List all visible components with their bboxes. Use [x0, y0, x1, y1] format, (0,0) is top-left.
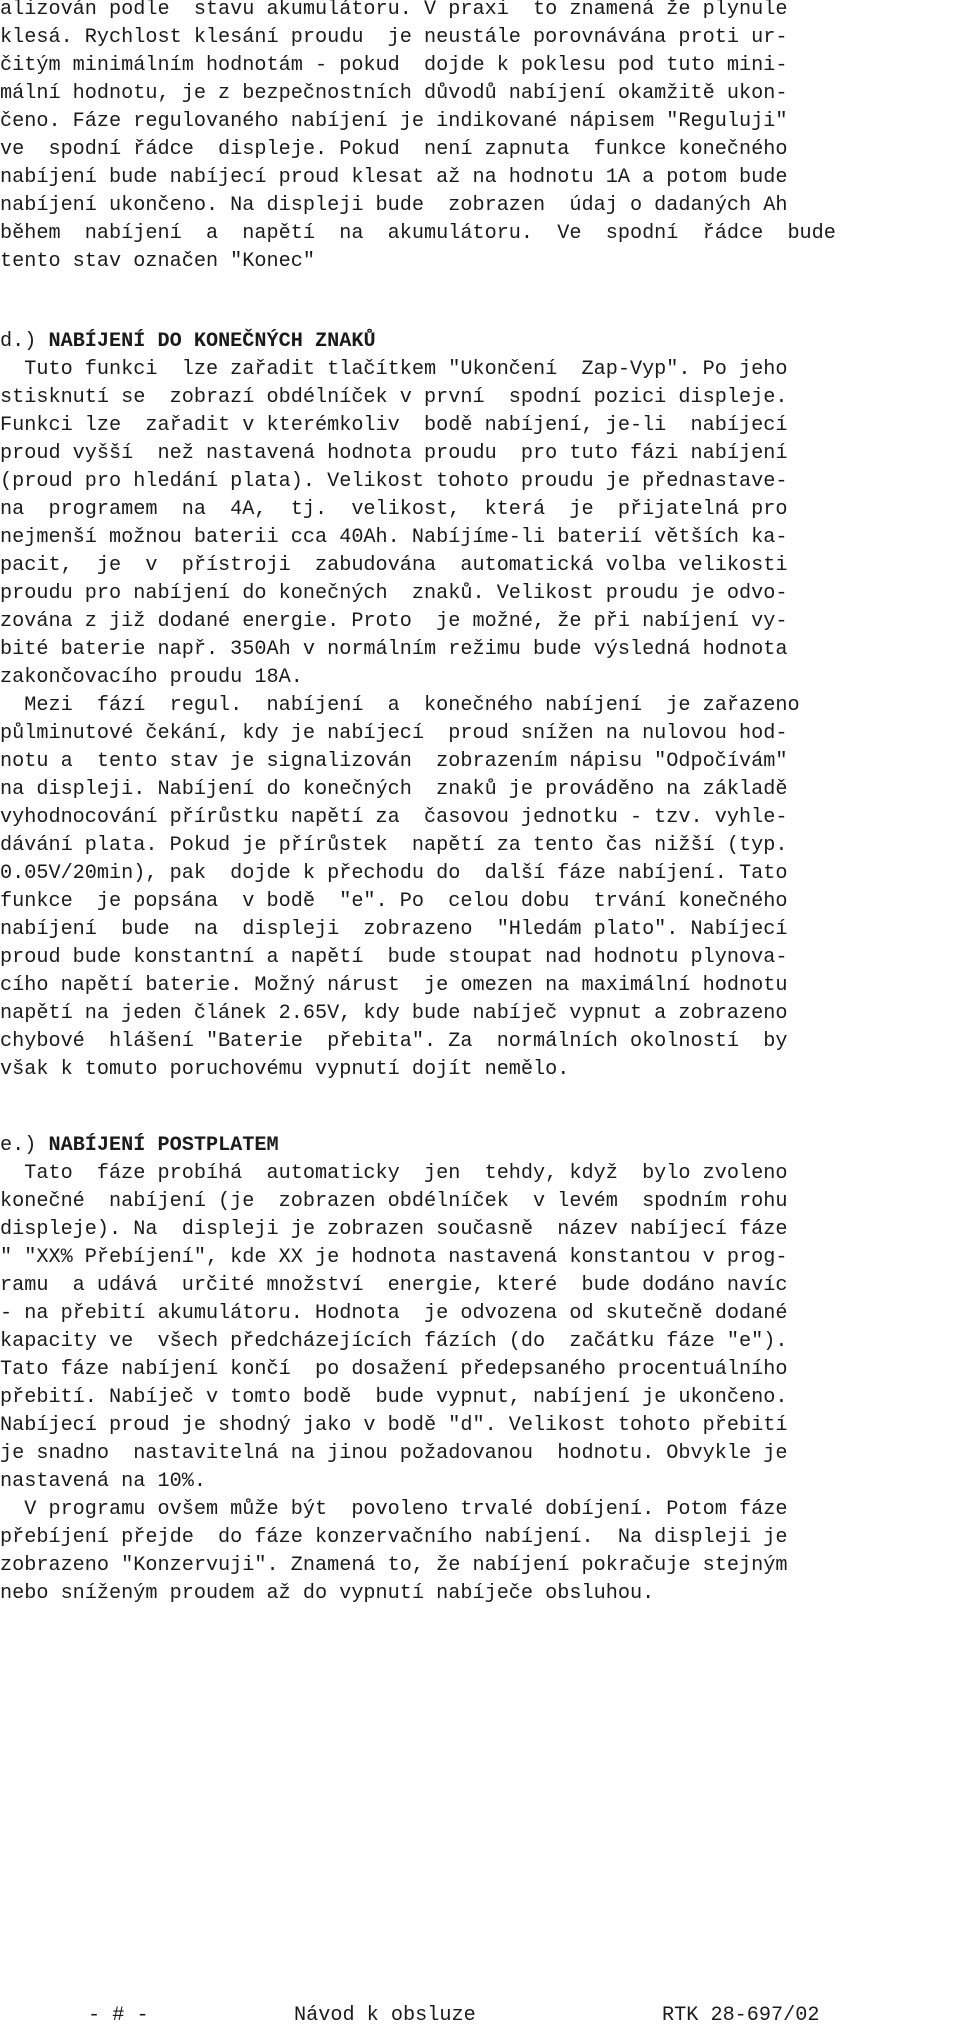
- body-line: půlminutové čekání, kdy je nabíjecí proud snížen na nulovou hod-: [0, 722, 788, 745]
- page-footer: [0, 2004, 960, 2030]
- doc-title: Návod k obsluze: [294, 2004, 476, 2027]
- body-line: Tuto funkci lze zařadit tlačítkem "Ukončení Zap-Vyp". Po jeho: [0, 358, 788, 381]
- body-line: dávání plata. Pokud je přírůstek napětí za tento čas nižší (typ.: [0, 834, 788, 857]
- body-line: je snadno nastavitelná na jinou požadovanou hodnotu. Obvykle je: [0, 1442, 788, 1465]
- body-line: alizován podle stavu akumulátoru. V praxi to znamená že plynule: [0, 0, 788, 21]
- body-line: nebo sníženým proudem až do vypnutí nabíječe obsluhou.: [0, 1582, 655, 1605]
- body-line: nejmenší možnou baterii cca 40Ah. Nabíjíme-li baterií větších ka-: [0, 526, 788, 549]
- page-marker: - # -: [88, 2004, 149, 2027]
- doc-code: RTK 28-697/02: [662, 2004, 820, 2027]
- section-e-title: NABÍJENÍ POSTPLATEM: [48, 1134, 279, 1157]
- section-e-prefix: e.): [0, 1134, 37, 1157]
- body-line: notu a tento stav je signalizován zobrazením nápisu "Odpočívám": [0, 750, 788, 773]
- body-line: Tato fáze probíhá automaticky jen tehdy, když bylo zvoleno: [0, 1162, 788, 1185]
- body-line: V programu ovšem může být povoleno trvalé dobíjení. Potom fáze: [0, 1498, 788, 1521]
- body-line: bité baterie např. 350Ah v normálním režimu bude výsledná hodnota: [0, 638, 788, 661]
- body-line: funkce je popsána v bodě "e". Po celou dobu trvání konečného: [0, 890, 788, 913]
- body-line: zobrazeno "Konzervuji". Znamená to, že nabíjení pokračuje stejným: [0, 1554, 788, 1577]
- body-line: nabíjení bude na displeji zobrazeno "Hledám plato". Nabíjecí: [0, 918, 788, 941]
- body-line: proud bude konstantní a napětí bude stoupat nad hodnotu plynova-: [0, 946, 788, 969]
- body-line: ramu a udává určité množství energie, které bude dodáno navíc: [0, 1274, 788, 1297]
- body-line: kapacity ve všech předcházejících fázích (do začátku fáze "e").: [0, 1330, 788, 1353]
- body-line: čeno. Fáze regulovaného nabíjení je indikované nápisem "Reguluji": [0, 110, 788, 133]
- body-line: 0.05V/20min), pak dojde k přechodu do další fáze nabíjení. Tato: [0, 862, 788, 885]
- body-line: nabíjení bude nabíjecí proud klesat až na hodnotu 1A a potom bude: [0, 166, 788, 189]
- body-line: přebití. Nabíječ v tomto bodě bude vypnut, nabíjení je ukončeno.: [0, 1386, 788, 1409]
- body-line: stisknutí se zobrazí obdélníček v první spodní pozici displeje.: [0, 386, 788, 409]
- body-line: - na přebití akumulátoru. Hodnota je odvozena od skutečně dodané: [0, 1302, 788, 1325]
- body-line: pacit, je v přístroji zabudována automatická volba velikosti: [0, 554, 788, 577]
- body-line: během nabíjení a napětí na akumulátoru. Ve spodní řádce bude: [0, 222, 836, 245]
- body-line: proudu pro nabíjení do konečných znaků. Velikost proudu je odvo-: [0, 582, 788, 605]
- section-d-heading: [0, 328, 376, 356]
- body-line: klesá. Rychlost klesání proudu je neustále porovnávána proti ur-: [0, 26, 788, 49]
- body-line: mální hodnotu, je z bezpečnostních důvodů nabíjení okamžitě ukon-: [0, 82, 788, 105]
- section-d-title: NABÍJENÍ DO KONEČNÝCH ZNAKŮ: [48, 330, 376, 353]
- body-line: vyhodnocování přírůstku napětí za časovou jednotku - tzv. vyhle-: [0, 806, 788, 829]
- body-line: však k tomuto poruchovému vypnutí dojít nemělo.: [0, 1058, 570, 1081]
- body-line: proud vyšší než nastavená hodnota proudu pro tuto fázi nabíjení: [0, 442, 788, 465]
- body-line: konečné nabíjení (je zobrazen obdélníček v levém spodním rohu: [0, 1190, 788, 1213]
- body-line: napětí na jeden článek 2.65V, kdy bude nabíječ vypnut a zobrazeno: [0, 1002, 788, 1025]
- body-line: Funkci lze zařadit v kterémkoliv bodě nabíjení, je-li nabíjecí: [0, 414, 788, 437]
- body-line: ve spodní řádce displeje. Pokud není zapnuta funkce konečného: [0, 138, 788, 161]
- body-line: " "XX% Přebíjení", kde XX je hodnota nastavená konstantou v prog-: [0, 1246, 788, 1269]
- body-line: Tato fáze nabíjení končí po dosažení předepsaného procentuálního: [0, 1358, 788, 1381]
- body-line: chybové hlášení "Baterie přebita". Za normálních okolností by: [0, 1030, 788, 1053]
- body-line: přebíjení přejde do fáze konzervačního nabíjení. Na displeji je: [0, 1526, 788, 1549]
- section-d-prefix: d.): [0, 330, 37, 353]
- body-line: nabíjení ukončeno. Na displeji bude zobrazen údaj o dadaných Ah: [0, 194, 788, 217]
- body-line: čitým minimálním hodnotám - pokud dojde k poklesu pod tuto mini-: [0, 54, 788, 77]
- body-line: na displeji. Nabíjení do konečných znaků je prováděno na základě: [0, 778, 788, 801]
- section-e-heading: [0, 1132, 279, 1160]
- body-line: Mezi fází regul. nabíjení a konečného nabíjení je zařazeno: [0, 694, 800, 717]
- body-line: cího napětí baterie. Možný nárust je omezen na maximální hodnotu: [0, 974, 788, 997]
- body-line: displeje). Na displeji je zobrazen současně název nabíjecí fáze: [0, 1218, 788, 1241]
- body-line: zována z již dodané energie. Proto je možné, že při nabíjení vy-: [0, 610, 788, 633]
- body-line: (proud pro hledání plata). Velikost tohoto proudu je přednastave-: [0, 470, 788, 493]
- body-line: zakončovacího proudu 18A.: [0, 666, 303, 689]
- body-line: Nabíjecí proud je shodný jako v bodě "d". Velikost tohoto přebití: [0, 1414, 788, 1437]
- body-line: na programem na 4A, tj. velikost, která je přijatelná pro: [0, 498, 788, 521]
- body-line: tento stav označen "Konec": [0, 250, 315, 273]
- body-line: nastavená na 10%.: [0, 1470, 206, 1493]
